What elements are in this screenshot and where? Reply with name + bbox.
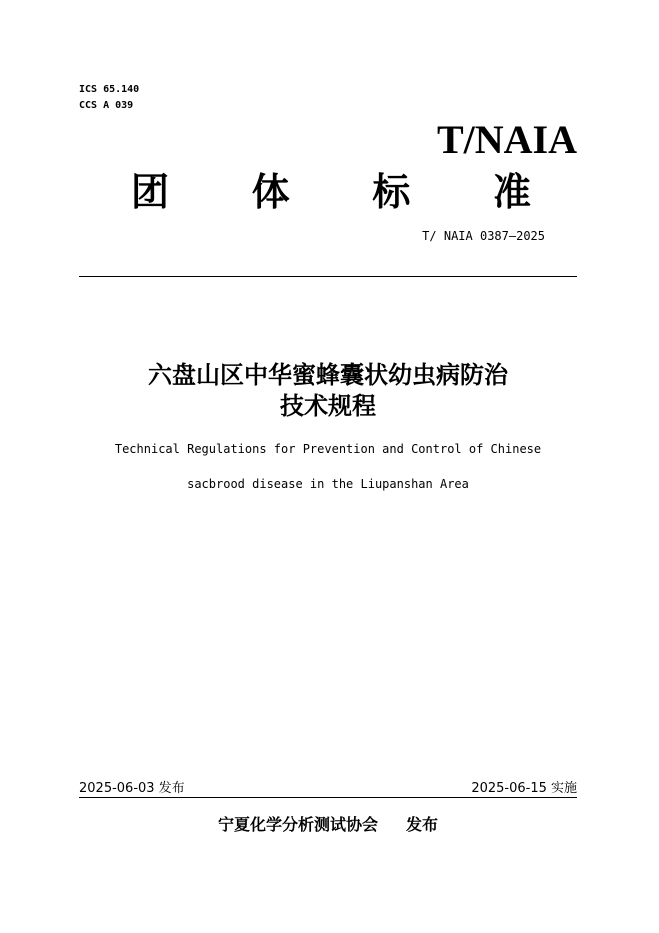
title-en-line: Technical Regulations for Prevention and Control of Chinese — [114, 442, 542, 456]
standard-kind-char: 体 — [251, 170, 290, 214]
standard-kind-char: 准 — [492, 170, 531, 214]
ics-code: ICS 65.140 — [79, 84, 140, 95]
title-cn-line: 技术规程 — [280, 392, 376, 420]
implement-date: 2025-06-15 实施 — [471, 781, 577, 796]
standard-kind-char: 标 — [372, 170, 411, 214]
publisher-action: 发布 — [406, 815, 439, 834]
footer-divider — [79, 797, 577, 798]
title-cn-line: 六盘山区中华蜜蜂囊状幼虫病防治 — [148, 361, 508, 389]
standard-brand: T/NAIA — [436, 117, 577, 162]
standard-kind — [79, 168, 577, 216]
header-divider — [79, 276, 577, 277]
ccs-code: CCS A 039 — [79, 100, 134, 111]
classification-codes — [79, 82, 139, 114]
document-title-en — [79, 432, 577, 502]
publisher-name: 宁夏化学分析测试协会 — [217, 815, 378, 834]
standard-kind-char: 团 — [131, 170, 170, 214]
document-title-cn — [79, 360, 577, 422]
title-en-line: sacbrood disease in the Liupanshan Area — [187, 477, 469, 491]
publish-date: 2025-06-03 发布 — [79, 781, 185, 796]
publisher — [79, 814, 577, 836]
document-number: T/ NAIA 0387—2025 — [422, 229, 545, 243]
